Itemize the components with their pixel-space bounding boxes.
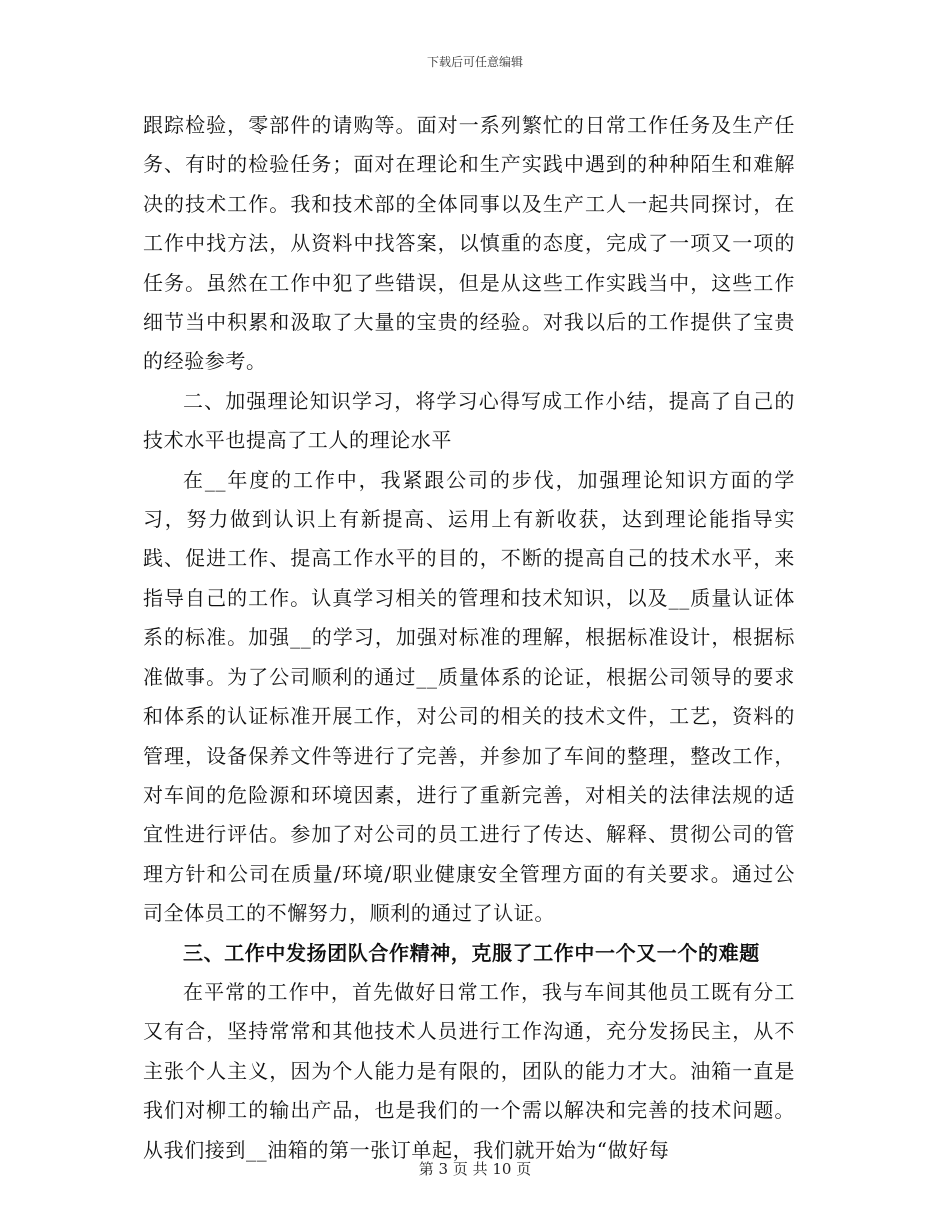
paragraph-theory-study: 在__年度的工作中，我紧跟公司的步伐，加强理论知识方面的学习，努力做到认识上有新提高、运用上有新收获，达到理论能指导实践、促进工作、提高工作水平的目的，不断的提高自己的技术水平，来指导自己的工作。认真学习相关的管理和技术知识，以及__质量认证体系的标准。加强__的学习，加强对标准的理解，根据标准设计，根据标准做事。为了公司顺利的通过__质量体系的论证，根据公司领导的要求和体系的认证标准开展工作，对公司的相关的技术文件，工艺，资料的管理，设备保养文件等进行了完善，并参加了车间的整理，整改工作，对车间的危险源和环境因素，进行了重新完善，对相关的法律法规的适宜性进行评估。参加了对公司的员工进行了传达、解释、贯彻公司的管理方针和公司在质量/环境/职业健康安全管理方面的有关要求。通过公司全体员工的不懈努力，顺利的通过了认证。: [143, 467, 795, 926]
paragraph-teamwork: 在平常的工作中，首先做好日常工作，我与车间其他员工既有分工又有合，坚持常常和其他技术人员进行工作沟通，充分发扬民主，从不主张个人主义，因为个人能力是有限的，团队的能力才大。油箱一直是我们对柳工的输出产品，也是我们的一个需以解决和完善的技术问题。从我们接到__油箱的第一张订单起，我们就开始为“做好每: [143, 979, 795, 1162]
section-heading-2: 二、加强理论知识学习，将学习心得写成工作小结，提高了自己的技术水平也提高了工人的理论水平: [143, 388, 795, 453]
page-header: 下载后可任意编辑: [426, 55, 523, 69]
page-number: 第 3 页 共 10 页: [418, 1160, 532, 1178]
paragraph-continuation: 跟踪检验，零部件的请购等。面对一系列繁忙的日常工作任务及生产任务、有时的检验任务；面对在理论和生产实践中遇到的种种陌生和难解决的技术工作。我和技术部的全体同事以及生产工人一起共同探讨，在工作中找方法，从资料中找答案，以慎重的态度，完成了一项又一项的任务。虽然在工作中犯了些错误，但是从这些工作实践当中，这些工作细节当中积累和汲取了大量的宝贵的经验。对我以后的工作提供了宝贵的经验参考。: [143, 113, 795, 374]
section-heading-3: 三、工作中发扬团队合作精神，克服了工作中一个又一个的难题: [183, 940, 760, 965]
document-body: [143, 106, 795, 1170]
